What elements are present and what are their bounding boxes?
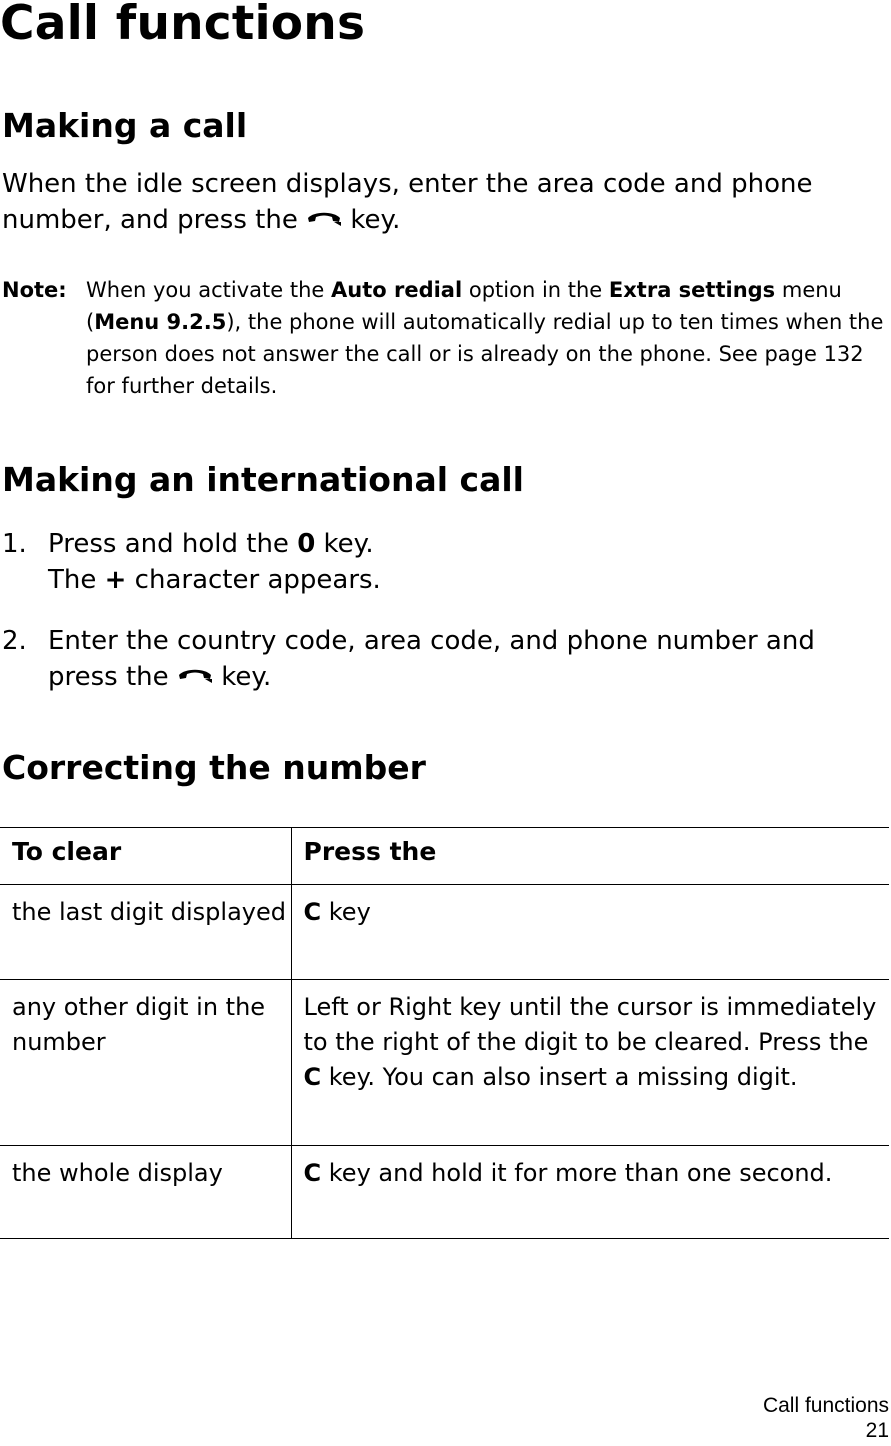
step-text-part: Press and hold the — [48, 529, 298, 559]
table-row — [0, 980, 889, 1146]
step-number: 1. — [2, 529, 27, 559]
cell-press-text: Left or Right key until the cursor is immediately to the right of the digit to be cleared. Press the — [303, 993, 877, 1056]
step-text-part: Enter the country code, area code, and phone number and press the — [48, 626, 815, 692]
section-heading-international: Making an international call — [2, 460, 524, 499]
table-row — [0, 1146, 889, 1239]
key-c: C — [303, 1063, 322, 1091]
col-header-press-the: Press the — [291, 828, 889, 885]
note-text — [86, 274, 886, 402]
note-auto-redial: Auto redial — [331, 278, 463, 302]
cell-press-text: key — [321, 898, 371, 926]
cell-press-text: key. You can also insert a missing digit. — [321, 1063, 798, 1091]
note-part: When you activate the — [86, 278, 331, 302]
phone-send-icon — [177, 667, 213, 687]
note-part: option in the — [462, 278, 609, 302]
col-header-to-clear: To clear — [0, 828, 291, 885]
key-c: C — [303, 898, 322, 926]
step-number: 2. — [2, 626, 27, 656]
making-call-text-end: key. — [350, 205, 401, 235]
making-call-paragraph — [2, 166, 890, 238]
table-header-row — [0, 828, 889, 885]
cell-press — [291, 885, 889, 980]
cell-to-clear: the last digit displayed — [0, 885, 291, 980]
note-menu-number: Menu 9.2.5 — [94, 310, 227, 334]
plus-character: + — [104, 565, 127, 595]
page-title: Call functions — [0, 0, 366, 51]
section-heading-making-call: Making a call — [2, 106, 248, 145]
step-text-part: character appears. — [126, 565, 381, 595]
note-extra-settings: Extra settings — [608, 278, 776, 302]
cell-to-clear: the whole display — [0, 1146, 291, 1239]
making-call-text: When the idle screen displays, enter the area code and phone number, and press the — [2, 169, 813, 235]
note-part: menu ( — [86, 278, 842, 334]
step-text-part: key. — [315, 529, 374, 559]
note-part: ), the phone will automatically redial up to ten times when the person does not answer the call or is already on the phone. See page 132 for further details. — [86, 310, 884, 398]
note-label: Note: — [2, 278, 67, 302]
correction-table — [0, 827, 889, 1239]
section-heading-correcting: Correcting the number — [2, 748, 426, 787]
cell-to-clear: any other digit in the number — [0, 980, 291, 1146]
footer-page-number: 21 — [865, 1419, 889, 1442]
cell-press — [291, 1146, 889, 1239]
key-zero: 0 — [297, 529, 316, 559]
cell-press-text: key and hold it for more than one second. — [321, 1159, 833, 1187]
step-text — [48, 623, 890, 695]
step-text-part: The — [48, 565, 105, 595]
step-text — [48, 526, 890, 598]
cell-press — [291, 980, 889, 1146]
step-text-part: key. — [221, 662, 272, 692]
phone-send-icon — [306, 210, 342, 230]
table-row — [0, 885, 889, 980]
footer-section-name: Call functions — [762, 1394, 889, 1417]
key-c: C — [303, 1159, 322, 1187]
